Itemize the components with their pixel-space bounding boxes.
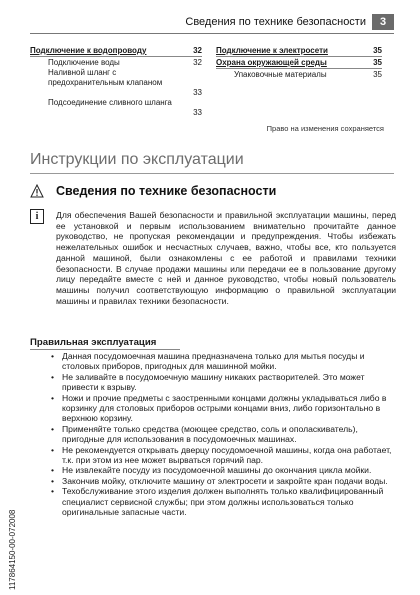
toc-entry-page: 33 [193, 88, 202, 97]
list-item: • Техобслуживание этого изделия должен выполнять только квалифицированный специалист сервисной службы; при этом должны использоваться только оригинальные запасные части. [51, 486, 401, 517]
toc-entry-page: 35 [373, 70, 382, 79]
toc-entry-page: 32 [193, 58, 202, 67]
toc-entry-title: Подсоединение сливного шланга [48, 98, 172, 107]
toc-entry[interactable] [30, 46, 202, 56]
toc-entry[interactable] [30, 58, 202, 68]
toc-entry-title: Подключение к водопроводу [30, 46, 147, 55]
toc-entry-title: Упаковочные материалы [234, 70, 327, 79]
toc-entry-title: Подключение воды [48, 58, 120, 67]
toc-rule [216, 68, 382, 69]
toc-rule [216, 56, 382, 57]
toc-entry-title: Наливной шланг с предохранительным клапаном [48, 68, 163, 87]
list-item: • Данная посудомоечная машина предназначена только для мытья посуды и столовых приборов, пригодных для машинной мойки. [51, 351, 401, 372]
warning-triangle-icon [30, 184, 44, 198]
safety-heading: Сведения по технике безопасности [56, 184, 277, 198]
toc-left [30, 46, 202, 118]
rules-heading: Правильная эксплуатация [30, 337, 157, 348]
toc-entry[interactable] [216, 70, 382, 80]
toc-entry-page: 35 [373, 58, 382, 67]
list-item: • Не заливайте в посудомоечную машину никаких растворителей. Это может привести к взрыву. [51, 372, 401, 393]
list-item: • Не рекомендуется открывать дверцу посудомоечной машины, когда она работает, т.к. при этом из нее может вырваться горячий пар. [51, 445, 401, 466]
toc-entry[interactable] [216, 58, 382, 68]
toc-entry-page: 35 [373, 46, 382, 55]
running-header-title: Сведения по технике безопасности [185, 16, 366, 28]
section-rule [30, 173, 394, 174]
rules-list [51, 351, 401, 518]
page-number-tab: 3 [372, 14, 394, 30]
header-rule [30, 33, 394, 34]
section-title: Инструкции по эксплуатации [30, 151, 244, 168]
list-item: • Применяйте только средства (моющее средство, соль и ополаскиватель), пригодные для использования в посудомоечных машинах. [51, 424, 401, 445]
toc-entry-page: 32 [193, 46, 202, 55]
changes-note: Право на изменения сохраняется [266, 124, 384, 133]
toc-entry[interactable] [30, 68, 202, 98]
info-icon: i [30, 209, 44, 224]
list-item: • Ножи и прочие предметы с заостренными концами должны укладываться либо в корзинку для столовых приборов острыми концами вниз, либо горизонтально в верхнюю корзину. [51, 393, 401, 424]
toc-entry-title: Охрана окружающей среды [216, 58, 327, 67]
toc-entry-page: 33 [193, 108, 202, 117]
intro-paragraph: Для обеспечения Вашей безопасности и правильной эксплуатации машины, перед ее установкой и первым использованием внимательно прочитайте данное руководство, не пропуская рекомендации и предупреждения. Чтобы избежать нежелательных ошибок и несчастных случаев, важно, чтобы все, кто пользуется данной машиной, были ознакомлены с ее работой и правилами техники безопасности. В случае продажи машины или передачи ее в пользование другому лицу передайте вместе с ней и данное руководство, чтобы новый пользователь машины получил соответствующую информацию о правильной эксплуатации машины и правилах техники безопасности. [56, 210, 396, 306]
rules-rule [30, 349, 180, 350]
toc-entry[interactable] [30, 98, 202, 118]
list-item: • Закончив мойку, отключите машину от электросети и закройте кран подачи воды. [51, 476, 401, 486]
toc-rule [30, 56, 202, 57]
list-item: • Не извлекайте посуду из посудомоечной машины до окончания цикла мойки. [51, 465, 401, 475]
toc-entry[interactable] [216, 46, 382, 56]
toc-right [216, 46, 382, 80]
toc-entry-title: Подключение к электросети [216, 46, 328, 55]
document-code: 117864150-00-072008 [8, 509, 17, 590]
